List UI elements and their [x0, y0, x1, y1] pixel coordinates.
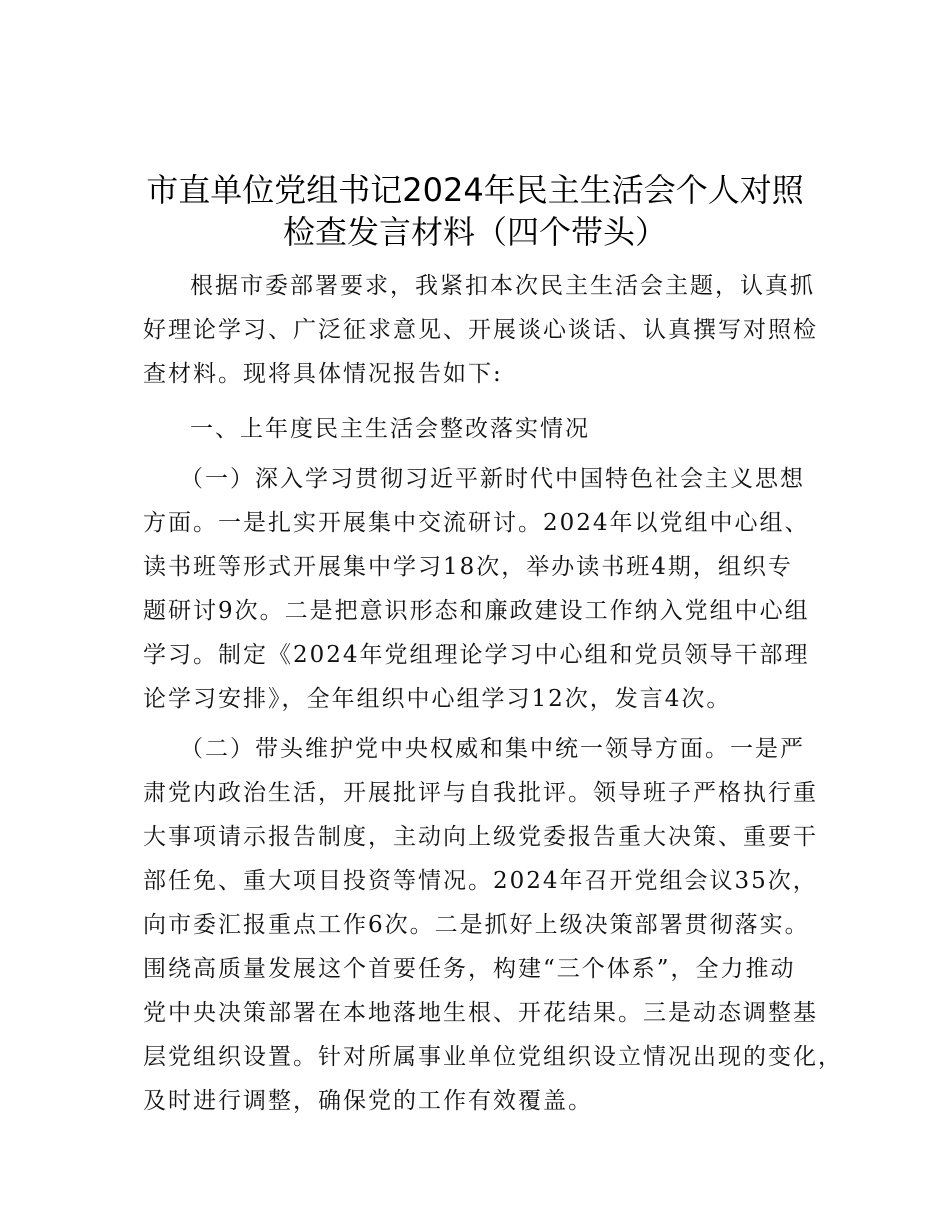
section-heading: 一、上年度民主生活会整改落实情况 — [190, 416, 590, 442]
subsection-1-line: 题研讨9次。二是把意识形态和廉政建设工作纳入党组中心组 — [143, 598, 810, 624]
subsection-2-line: 及时进行调整，确保党的工作有效覆盖。 — [143, 1088, 593, 1114]
intro-line: 根据市委部署要求，我紧扣本次民主生活会主题，认真抓 — [190, 273, 815, 299]
subsection-2-line: 向市委汇报重点工作6次。二是抓好上级决策部署贯彻落实。 — [143, 912, 810, 938]
subsection-2-line: 部任免、重大项目投资等情况。2024年召开党组会议35次， — [143, 868, 818, 894]
subsection-2-line: 党中央决策部署在本地落地生根、开花结果。三是动态调整基 — [143, 1000, 818, 1026]
subsection-2-line: 大事项请示报告制度，主动向上级党委报告重大决策、重要干 — [143, 824, 818, 850]
subsection-1-line: 论学习安排》，全年组织中心组学习12次，发言4次。 — [143, 686, 732, 712]
document-title-line-2: 检查发言材料（四个带头） — [282, 213, 667, 251]
subsection-2-line: 围绕高质量发展这个首要任务，构建“三个体系”，全力推动 — [143, 956, 796, 982]
subsection-2-line: 层党组织设置。针对所属事业单位党组织设立情况出现的变化， — [143, 1044, 843, 1070]
subsection-1-line: （一）深入学习贯彻习近平新时代中国特色社会主义思想 — [180, 466, 805, 492]
subsection-1-line: 方面。一是扎实开展集中交流研讨。2024年以党组中心组、 — [143, 510, 810, 536]
intro-line: 查材料。现将具体情况报告如下: — [143, 361, 503, 387]
subsection-2-line: 肃党内政治生活，开展批评与自我批评。领导班子严格执行重 — [143, 780, 818, 806]
subsection-1-line: 读书班等形式开展集中学习18次，举办读书班4期，组织专 — [143, 554, 793, 580]
intro-line: 好理论学习、广泛征求意见、开展谈心谈话、认真撰写对照检 — [143, 317, 818, 343]
subsection-2-line: （二）带头维护党中央权威和集中统一领导方面。一是严 — [180, 736, 805, 762]
document-title-line-1: 市直单位党组书记2024年民主生活会个人对照 — [146, 171, 804, 209]
subsection-1-line: 学习。制定《2024年党组理论学习中心组和党员领导干部理 — [143, 642, 810, 668]
